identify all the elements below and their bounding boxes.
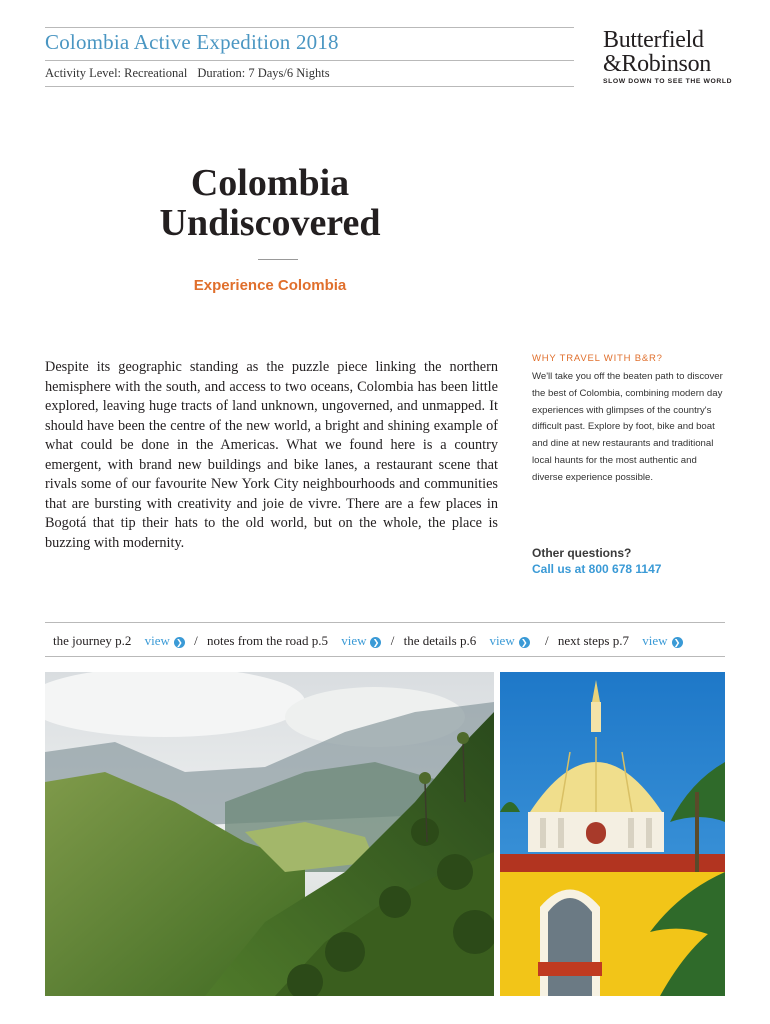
nav-item-notes[interactable] (207, 633, 381, 649)
why-travel-heading: WHY TRAVEL WITH B&R? (532, 353, 663, 364)
nav-item-label: the details (403, 633, 457, 649)
activity-level: Activity Level: Recreational (45, 66, 188, 80)
headline-line2: Undiscovered (159, 202, 381, 244)
why-travel-body: We'll take you off the beaten path to discover the best of Colombia, combining modern day experiences with glimpses of the country's difficult past. Explore by foot, bike and boat and dine at new restaurants and traditional local haunts for the most authentic and diverse experience possible. (532, 371, 723, 483)
header-top-rule (45, 27, 574, 28)
nav-item-journey[interactable] (53, 633, 185, 649)
other-questions-label: Other questions? (532, 546, 632, 560)
chevron-right-icon[interactable]: ❯ (174, 637, 185, 648)
logo-line2: &Robinson (603, 51, 711, 77)
cathedral-photo (500, 672, 725, 996)
header-mid-rule (45, 60, 574, 61)
valley-photo (45, 672, 494, 996)
chevron-right-icon[interactable]: ❯ (370, 637, 381, 648)
nav-item-page: p.6 (459, 633, 477, 649)
headline-line1: Colombia (190, 162, 350, 204)
nav-separator: / (544, 633, 549, 649)
header-bottom-rule (45, 86, 574, 87)
subheading: Experience Colombia (193, 277, 347, 294)
nav-view-link[interactable]: view (642, 633, 668, 649)
intro-paragraph: Despite its geographic standing as the puzzle piece linking the northern hemisphere with the south, and access to two oceans, Colombia has been little explored, leaving huge tracts of land unknown, ungoverned, and unmapped. It should have been the centre of the new world, a bright and shining example of what could be done in the Americas. What we found here is a country emergent, with brand new buildings and bike lanes, a restaurant scene that rivals some of our favourite New York City neighbourhoods and communities that are bursting with creativity and joie de vivre. There are a few places in Bogotá that tip their hats to the old world, but on the whole, the place is buzzing with modernity. (45, 359, 498, 551)
headline-divider (258, 259, 298, 260)
nav-top-rule (45, 622, 725, 623)
nav-separator: / (390, 633, 395, 649)
valley-photo-svg (45, 672, 494, 996)
logo-line1: Butterfield (603, 27, 704, 53)
nav-item-page: p.7 (612, 633, 629, 649)
nav-bottom-rule (45, 656, 725, 657)
cathedral-photo-svg (500, 672, 725, 996)
nav-item-label: the journey (53, 633, 112, 649)
nav-item-page: p.5 (311, 633, 328, 649)
nav-item-label: notes from the road (207, 633, 309, 649)
brand-logo[interactable] (603, 27, 733, 85)
trip-title: Colombia Active Expedition 2018 (45, 30, 339, 54)
nav-item-page: p.2 (115, 633, 132, 649)
section-nav (53, 632, 683, 649)
duration: Duration: 7 Days/6 Nights (197, 66, 330, 80)
nav-item-details[interactable] (404, 633, 530, 649)
nav-item-label: next steps (557, 633, 610, 649)
trip-meta (45, 66, 340, 81)
chevron-right-icon[interactable]: ❯ (519, 637, 530, 648)
nav-item-next-steps[interactable] (558, 633, 683, 649)
call-us-link[interactable]: Call us at 800 678 1147 (532, 562, 662, 576)
logo-tagline: SLOW DOWN TO SEE THE WORLD (603, 78, 733, 85)
nav-view-link[interactable]: view (341, 633, 367, 649)
nav-view-link[interactable]: view (489, 633, 515, 649)
nav-separator: / (194, 633, 198, 649)
nav-view-link[interactable]: view (144, 633, 170, 649)
chevron-right-icon[interactable]: ❯ (672, 637, 683, 648)
page-headline (45, 163, 495, 243)
